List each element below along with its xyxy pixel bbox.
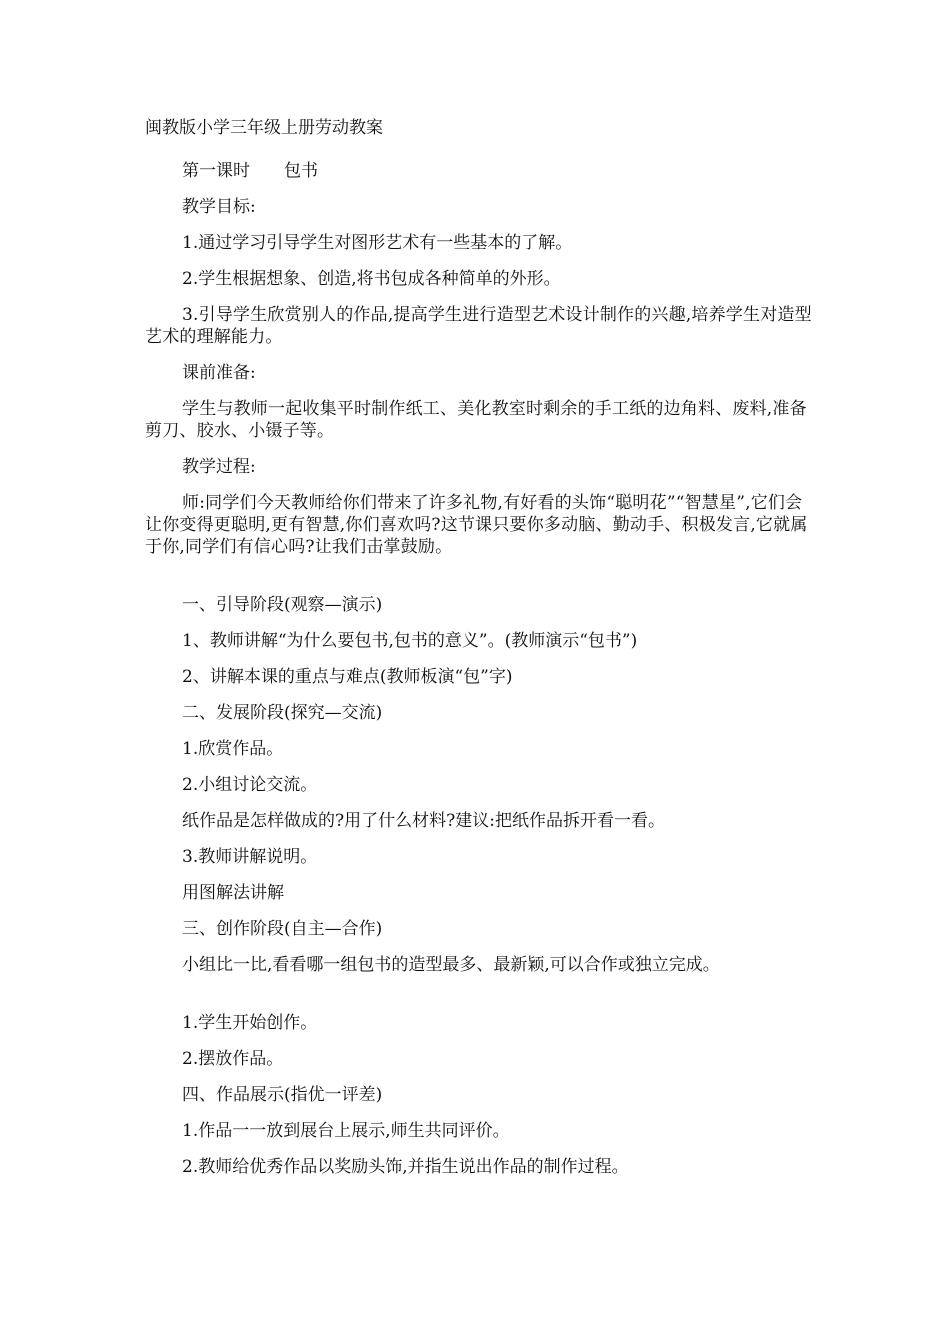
prep-heading: 课前准备: (182, 363, 256, 383)
section-item: 纸作品是怎样做成的?用了什么材料?建议:把纸作品拆开看一看。 (182, 811, 665, 831)
section-item: 2.摆放作品。 (182, 1049, 284, 1069)
lesson-heading (145, 160, 815, 182)
intro-text: 师:同学们今天教师给你们带来了许多礼物,有好看的头饰“聪明花”“智慧星”,它们会让你变得更聪明,更有智慧,你们喜欢吗?这节课只要你多动脑、勤动手、积极发言,它就属于你,同学们有信心吗?让我们击掌鼓励。 (145, 493, 808, 557)
section-heading: 一、引导阶段(观察—演示) (182, 595, 383, 615)
section-item: 2.教师给优秀作品以奖励头饰,并指生说出作品的制作过程。 (182, 1157, 629, 1177)
document-title: 闽教版小学三年级上册劳动教案 (145, 118, 383, 138)
section-item: 1.作品一一放到展台上展示,师生共同评价。 (182, 1121, 510, 1141)
section-item: 2.小组讨论交流。 (182, 775, 318, 795)
section-heading: 四、作品展示(指优一评差) (182, 1085, 383, 1105)
section-item: 2、讲解本课的重点与难点(教师板演“包”字) (182, 667, 513, 687)
goals-heading: 教学目标: (182, 197, 256, 217)
goal-item: 1.通过学习引导学生对图形艺术有一些基本的了解。 (182, 233, 573, 253)
process-heading: 教学过程: (182, 457, 256, 477)
lesson-name: 包书 (284, 161, 318, 181)
section-item: 1.欣赏作品。 (182, 739, 284, 759)
section-item: 3.教师讲解说明。 (182, 847, 318, 867)
goal-item: 3.引导学生欣赏别人的作品,提高学生进行造型艺术设计制作的兴趣,培养学生对造型艺术的理解能力。 (145, 305, 812, 347)
section-item: 1、教师讲解“为什么要包书,包书的意义”。(教师演示“包书”) (182, 631, 638, 651)
section-heading: 三、创作阶段(自主—合作) (182, 919, 383, 939)
goal-item: 2.学生根据想象、创造,将书包成各种简单的外形。 (182, 269, 561, 289)
section-item: 用图解法讲解 (182, 883, 284, 903)
section-intro: 小组比一比,看看哪一组包书的造型最多、最新颖,可以合作或独立完成。 (182, 955, 720, 975)
section-heading: 二、发展阶段(探究—交流) (182, 703, 383, 723)
document-body (145, 160, 815, 1192)
lesson-label: 第一课时 (182, 161, 250, 181)
prep-text: 学生与教师一起收集平时制作纸工、美化教室时剩余的手工纸的边角料、废料,准备剪刀、胶水、小镊子等。 (145, 399, 807, 441)
section-item: 1.学生开始创作。 (182, 1013, 318, 1033)
